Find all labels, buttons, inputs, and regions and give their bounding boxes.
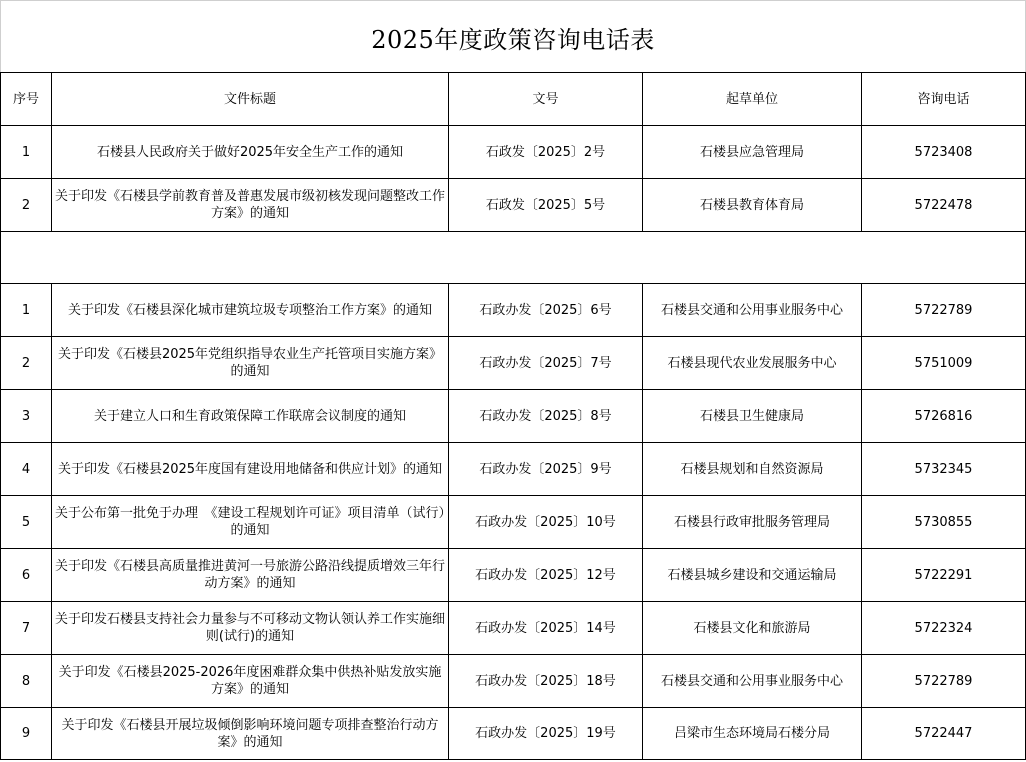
cell-seq: 5 [1,496,52,549]
cell-doc-title: 关于印发《石楼县2025年党组织指导农业生产托管项目实施方案》的通知 [52,337,449,390]
cell-seq: 8 [1,655,52,708]
table-row [1,549,1026,602]
cell-drafter: 石楼县卫生健康局 [643,390,862,443]
cell-doc-title: 关于印发《石楼县深化城市建筑垃圾专项整治工作方案》的通知 [52,284,449,337]
cell-doc-title: 关于公布第一批免于办理 《建设工程规划许可证》项目清单（试行）的通知 [52,496,449,549]
cell-doc-no: 石政办发〔2025〕8号 [449,390,643,443]
header-doc-no: 文号 [449,73,643,126]
cell-drafter: 石楼县文化和旅游局 [643,602,862,655]
cell-phone: 5722789 [862,655,1026,708]
cell-drafter: 吕梁市生态环境局石楼分局 [643,708,862,760]
cell-doc-no: 石政办发〔2025〕14号 [449,602,643,655]
cell-doc-title: 关于印发《石楼县开展垃圾倾倒影响环境问题专项排查整治行动方案》的通知 [52,708,449,760]
cell-doc-title: 关于印发石楼县支持社会力量参与不可移动文物认领认养工作实施细则(试行)的通知 [52,602,449,655]
table-row [1,284,1026,337]
cell-drafter: 石楼县城乡建设和交通运输局 [643,549,862,602]
cell-doc-no: 石政办发〔2025〕10号 [449,496,643,549]
cell-doc-title: 关于印发《石楼县学前教育普及普惠发展市级初核发现问题整改工作方案》的通知 [52,179,449,232]
cell-phone: 5722447 [862,708,1026,760]
cell-doc-title: 关于建立人口和生育政策保障工作联席会议制度的通知 [52,390,449,443]
cell-phone: 5722789 [862,284,1026,337]
cell-phone: 5723408 [862,126,1026,179]
separator-cell [1,232,1026,284]
cell-drafter: 石楼县教育体育局 [643,179,862,232]
table-row [1,602,1026,655]
table-row [1,390,1026,443]
cell-seq: 6 [1,549,52,602]
cell-seq: 7 [1,602,52,655]
header-row [1,73,1026,126]
table-row [1,337,1026,390]
cell-drafter: 石楼县交通和公用事业服务中心 [643,655,862,708]
cell-doc-no: 石政办发〔2025〕7号 [449,337,643,390]
cell-seq: 4 [1,443,52,496]
cell-doc-title: 关于印发《石楼县2025年度国有建设用地储备和供应计划》的通知 [52,443,449,496]
cell-doc-no: 石政发〔2025〕2号 [449,126,643,179]
cell-seq: 2 [1,179,52,232]
cell-doc-title: 石楼县人民政府关于做好2025年安全生产工作的通知 [52,126,449,179]
separator-row [1,232,1026,284]
cell-doc-no: 石政办发〔2025〕19号 [449,708,643,760]
cell-seq: 9 [1,708,52,760]
cell-doc-no: 石政发〔2025〕5号 [449,179,643,232]
policy-table [0,72,1026,760]
cell-drafter: 石楼县规划和自然资源局 [643,443,862,496]
cell-seq: 1 [1,126,52,179]
cell-seq: 2 [1,337,52,390]
cell-phone: 5722324 [862,602,1026,655]
cell-doc-title: 关于印发《石楼县2025-2026年度困难群众集中供热补贴发放实施方案》的通知 [52,655,449,708]
header-doc-title: 文件标题 [52,73,449,126]
cell-phone: 5730855 [862,496,1026,549]
table-row [1,708,1026,760]
header-drafter: 起草单位 [643,73,862,126]
cell-drafter: 石楼县行政审批服务管理局 [643,496,862,549]
cell-phone: 5722291 [862,549,1026,602]
table-row [1,655,1026,708]
table-row [1,496,1026,549]
cell-seq: 3 [1,390,52,443]
cell-doc-title: 关于印发《石楼县高质量推进黄河一号旅游公路沿线提质增效三年行动方案》的通知 [52,549,449,602]
table-row [1,126,1026,179]
cell-drafter: 石楼县交通和公用事业服务中心 [643,284,862,337]
table-title: 2025年度政策咨询电话表 [0,0,1026,73]
cell-phone: 5722478 [862,179,1026,232]
cell-phone: 5751009 [862,337,1026,390]
cell-doc-no: 石政办发〔2025〕12号 [449,549,643,602]
cell-drafter: 石楼县现代农业发展服务中心 [643,337,862,390]
header-seq: 序号 [1,73,52,126]
table-row [1,443,1026,496]
cell-drafter: 石楼县应急管理局 [643,126,862,179]
table-row [1,179,1026,232]
cell-doc-no: 石政办发〔2025〕9号 [449,443,643,496]
cell-doc-no: 石政办发〔2025〕6号 [449,284,643,337]
cell-seq: 1 [1,284,52,337]
header-phone: 咨询电话 [862,73,1026,126]
cell-doc-no: 石政办发〔2025〕18号 [449,655,643,708]
cell-phone: 5732345 [862,443,1026,496]
cell-phone: 5726816 [862,390,1026,443]
